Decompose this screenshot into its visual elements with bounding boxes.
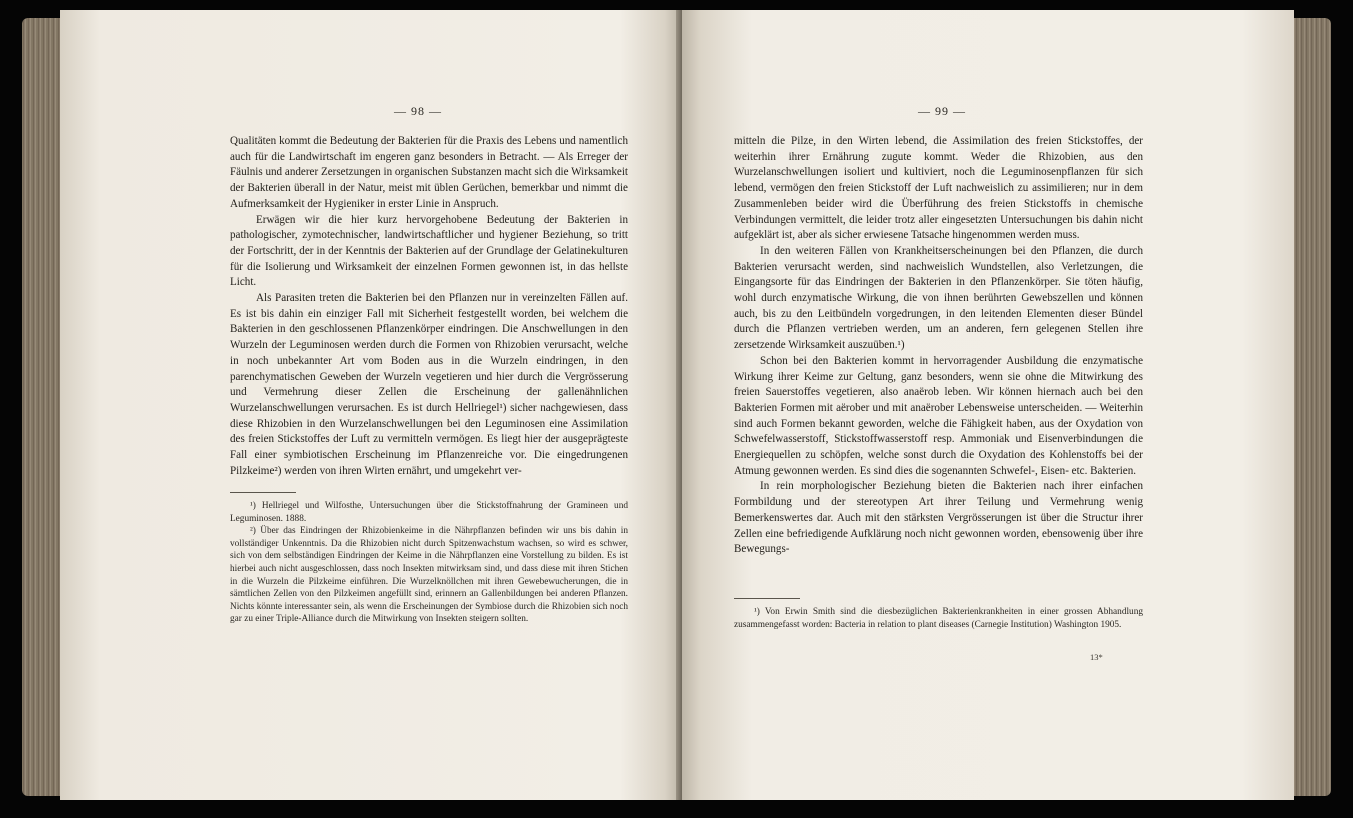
paragraph: In den weiteren Fällen von Krankheitserscheinungen bei den Pflanzen, die durch Bakterien verursacht werden, sind nachweislich Wundstellen, also Verletzungen, die Eingangsorte für das Eindringen der Bakterien in den Pflanzenkörper. Sie töten häufig, wohl durch enzymatische Wirkung, die von ihnen berührten Gewebszellen und können auch, bis zu den Leitbündeln vorgedrungen, in den leitenden Elementen dieser Bündel durch die Pflanzen vertrieben werden, um an anderen, fern gelegenen Stellen ihre zersetzende Wirksamkeit auszuüben.¹) bbox=[734, 244, 1143, 352]
paragraph: In rein morphologischer Beziehung bieten die Bakterien nach ihrer einfachen Formbildung und der stereotypen Art ihrer Teilung und Vermehrung wenig Bemerkenswertes dar. Auch mit den stärksten Vergrösserungen ist über die Structur ihrer Zellen eine befriedigende Aufklärung noch nicht gewonnen worden, ebensowenig über ihre Bewegungs- bbox=[734, 480, 1143, 556]
right-page bbox=[682, 10, 1294, 800]
paragraph: Als Parasiten treten die Bakterien bei den Pflanzen nur in vereinzelten Fällen auf. Es ist bis dahin ein einziger Fall mit Sicherheit festgestellt worden, bei welchem die Bakterien in den geschlossenen Pflanzenkörper eindringen. Die Anschwellungen in den Wurzeln der Leguminosen werden durch die Formen von Rhizobien verursacht, welche in noch unbekannter Art vom Boden aus in die Wurzeln eindringen, in den parenchymatischen Geweben der Wurzeln vegetieren und hier durch die Vergrösserung und Vermehrung dieser Zellen die Erscheinung der gallenähnlichen Wurzelanschwellungen verursachen. Es ist durch Hellriegel¹) sicher nachgewiesen, dass diese Rhizobien in den Wurzelanschwellungen bei den Leguminosen eine Assimilation des freien Stickstoffes der Luft zu vermitteln vermögen. Es liegt hier der ausgeprägteste Fall einer symbiotischen Erscheinung im Pflanzenreiche vor. Die eingedrungenen Pilzkeime²) werden von ihren Wirten ernährt, und umgekehrt ver- bbox=[230, 292, 628, 477]
left-page-number: — 98 — bbox=[394, 104, 442, 118]
footnote: ¹) Von Erwin Smith sind die diesbezüglichen Bakterienkrankheiten in einer grossen Abhandlung zusammengefasst worden: Bacteria in relation to plant diseases (Carnegie Institution) Washington 1905. bbox=[734, 607, 1143, 630]
paragraph: mitteln die Pilze, in den Wirten lebend, die Assimilation des freien Stickstoffes, der weiterhin ihrer Ernährung zugute kommt. Weder die Rhizobien, aus den Wurzelanschwellungen isoliert und kultiviert, noch die Leguminosenpflanzen für sich lebend, vermögen den freien Stickstoff der Luft nachweislich zu assimilieren; nur in dem Zusammenleben beider wird die Überführung des freien Stickstoffs in chemische Verbindungen vermittelt, die leider trotz aller eingesetzten Untersuchungen bis dahin nicht aufgeklärt ist, aber als sicher erwiesene Tatsache hingenommen werden muss. bbox=[734, 135, 1143, 242]
footnote-rule bbox=[230, 492, 296, 493]
footnote: ²) Über das Eindringen der Rhizobienkeime in die Nährpflanzen befinden wir uns bis dahin in vollständiger Unkenntnis. Da die Rhizobien nicht durch Spitzenwachstum wachsen, so wird es schwer, sich von dem selbständigen Eindringen der Keime in die Nährpflanzen eine Vorstellung zu bilden. Es ist hierbei auch nicht ausgeschlossen, dass noch Insekten mitwirksam sind, und dass diese mit ihren Stichen in die Wurzeln die Pilzkeime einführen. Die Wurzelknöllchen mit ihren Gewebewucherungen, die in sämtlichen Zellen von den Pilzkeimen angefüllt sind, erinnern an Gallenbildungen bei anderen Pflanzen. Nichts könnte interessanter sein, als wenn die Erscheinungen der Symbiose durch die Rhizobien sich noch gar zu einer Triple-Alliance durch die Mitwirkung von Insekten steigern sollten. bbox=[230, 526, 628, 625]
paragraph: Qualitäten kommt die Bedeutung der Bakterien für die Praxis des Lebens und namentlich auch für die Landwirtschaft im engeren ganz besonders in Betracht. — Als Erreger der Fäulnis und anderer Zersetzungen in organischen Substanzen macht sich die Wirksamkeit der Bakterien überall in der Natur, meist mit üblen Gerüchen, bemerkbar und nimmt die Aufmerksamkeit der Hygieniker in erster Linie in Anspruch. bbox=[230, 135, 628, 210]
right-footnotes bbox=[734, 606, 1143, 631]
paragraph: Schon bei den Bakterien kommt in hervorragender Ausbildung die enzymatische Wirkung ihrer Keime zur Geltung, ganz besonders, wenn sie ohne die Mitwirkung des freien Sauerstoffes vegetieren, also anaërob leben. Wir können hiernach auch bei den Bakterien Formen mit aërober und mit anaërober Lebensweise unterscheiden. — Weiterhin sind auch Formen bekannt geworden, welche die Fähigkeit haben, aus der Oxydation von Schwefelwasserstoff, Stickstoffwasserstoff resp. Ammoniak und Eisenverbindungen die Energiequellen zu schöpfen, welche sonst durch die Oxydation des Kohlenstoffs bei der Atmung gewonnen werden. Es sind dies die sogenannten Schwefel-, Eisen- etc. Bakterien. bbox=[734, 354, 1143, 477]
left-footnotes bbox=[230, 500, 628, 626]
right-page-number: — 99 — bbox=[918, 104, 966, 118]
footnote-rule bbox=[734, 598, 800, 599]
paragraph: Erwägen wir die hier kurz hervorgehobene Bedeutung der Bakterien in pathologischer, zymotechnischer, landwirtschaftlicher und hygiener Beziehung, so tritt der Fortschritt, der in der Kenntnis der Bakterien auf der Grundlage der Gelatinekulturen für die Isolierung und Wirksamkeit der einzelnen Formen gewonnen ist, in das hellste Licht. bbox=[230, 213, 628, 289]
signature-mark: 13* bbox=[1090, 652, 1103, 662]
left-page bbox=[60, 10, 682, 800]
footnote: ¹) Hellriegel und Wilfosthe, Untersuchungen über die Stickstoffnahrung der Gramineen und Leguminosen. 1888. bbox=[230, 501, 628, 524]
left-page-body bbox=[230, 134, 628, 479]
right-page-body bbox=[734, 134, 1143, 558]
